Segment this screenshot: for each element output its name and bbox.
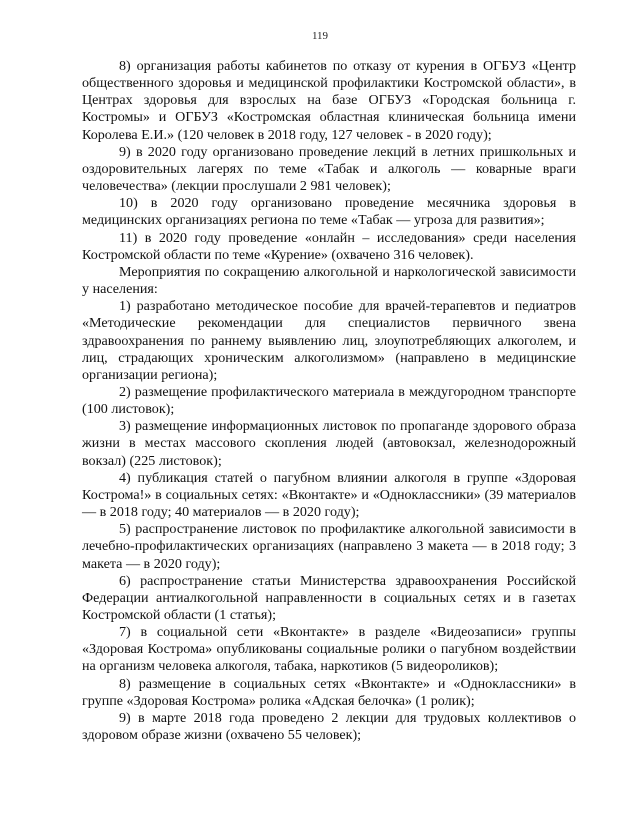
paragraph: 3) размещение информационных листовок по пропаганде здорового образа жизни в местах массового скопления людей (автовокзал, железнодорожный вокзал) (225 листовок);	[82, 418, 576, 469]
paragraph: 9) в марте 2018 года проведено 2 лекции для трудовых коллективов о здоровом образе жизни (охвачено 55 человек);	[82, 709, 576, 744]
paragraph: 6) распространение статьи Министерства здравоохранения Российской Федерации антиалкогольной направленности в социальных сетях и в газетах Костромской области (1 статья);	[82, 572, 576, 623]
body-text	[82, 58, 576, 744]
page-number: 119	[311, 30, 329, 42]
paragraph: 2) размещение профилактического материала в междугородном транспорте (100 листовок);	[82, 383, 576, 418]
paragraph: 8) размещение в социальных сетях «Вконтакте» и «Одноклассники» в группе «Здоровая Кострома» ролика «Адская белочка» (1 ролик);	[82, 675, 576, 709]
paragraph: 4) публикация статей о пагубном влиянии алкоголя в группе «Здоровая Кострома!» в социальных сетях: «Вконтакте» и «Одноклассники» (39 материалов — в 2018 году; 40 материалов — в 2020 году);	[82, 469, 576, 521]
paragraph: 9) в 2020 году организовано проведение лекций в летних пришкольных и оздоровительных лагерях по теме «Табак и алкоголь — коварные враги человечества» (лекции прослушали 2 981 человек);	[82, 143, 576, 195]
section-heading-paragraph: Мероприятия по сокращению алкогольной и наркологической зависимости у населения:	[82, 263, 576, 298]
paragraph: 11) в 2020 году проведение «онлайн – исследования» среди населения Костромской области по теме «Курение» (охвачено 316 человек).	[82, 229, 576, 263]
paragraph: 10) в 2020 году организовано проведение месячника здоровья в медицинских организациях региона по теме «Табак — угроза для развития»;	[82, 195, 576, 229]
paragraph: 7) в социальной сети «Вконтакте» в разделе «Видеозаписи» группы «Здоровая Кострома» опубликованы социальные ролики о пагубном воздействии на организм человека алкоголя, табака, наркотиков (5 видеороликов);	[82, 624, 576, 675]
paragraph: 5) распространение листовок по профилактике алкогольной зависимости в лечебно-профилактических организациях (направлено 3 макета — в 2018 году; 3 макета — в 2020 году);	[82, 521, 576, 572]
paragraph: 8) организация работы кабинетов по отказу от курения в ОГБУЗ «Центр общественного здоровья и медицинской профилактики Костромской области», в Центрах здоровья для взрослых на базе ОГБУЗ «Городская больница г. Костромы» и ОГБУЗ «Костромская областная клиническая больница имени Королева Е.И.» (120 человек в 2018 году, 127 человек - в 2020 году);	[82, 58, 576, 143]
paragraph: 1) разработано методическое пособие для врачей-терапевтов и педиатров «Методические рекомендации для специалистов первичного звена здравоохранения по раннему выявлению лиц, злоупотребляющих алкоголем, и лиц, страдающих хроническим алкоголизмом» (направлено в медицинские организации региона);	[82, 298, 576, 383]
